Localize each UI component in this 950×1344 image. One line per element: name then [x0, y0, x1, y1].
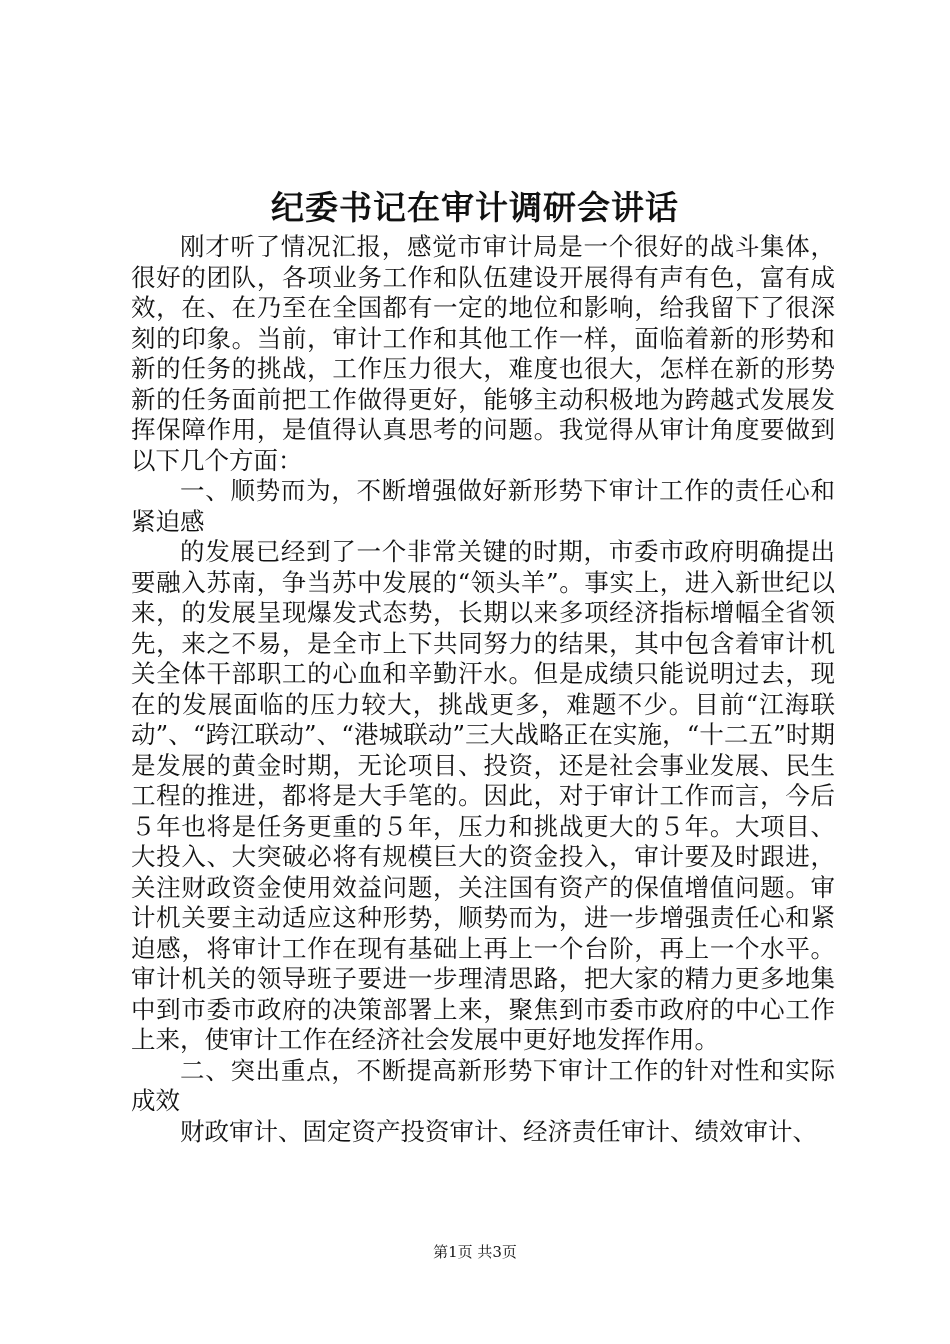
heading-section-1: 一、顺势而为，不断增强做好新形势下审计工作的责任心和紧迫感	[131, 476, 835, 536]
document-body	[131, 232, 835, 1147]
page-number-footer: 第1页 共3页	[433, 1243, 517, 1261]
paragraph-section-2: 财政审计、固定资产投资审计、经济责任审计、绩效审计、	[180, 1116, 817, 1146]
paragraph-intro: 刚才听了情况汇报，感觉市审计局是一个很好的战斗集体，很好的团队，各项业务工作和队伍建设开展得有声有色，富有成效，在、在乃至在全国都有一定的地位和影响，给我留下了很深刻的印象。当前，审计工作和其他工作一样，面临着新的形势和新的任务的挑战，工作压力很大，难度也很大，怎样在新的形势新的任务面前把工作做得更好，能够主动积极地为跨越式发展发挥保障作用，是值得认真思考的问题。我觉得从审计角度要做到以下几个方面：	[131, 232, 835, 475]
paragraph-section-1: 的发展已经到了一个非常关键的时期，市委市政府明确提出要融入苏南，争当苏中发展的“领头羊”。事实上，进入新世纪以来，的发展呈现爆发式态势，长期以来多项经济指标增幅全省领先，来之不易，是全市上下共同努力的结果，其中包含着审计机关全体干部职工的心血和辛勤汗水。但是成绩只能说明过去，现在的发展面临的压力较大，挑战更多，难题不少。目前“江海联动”、“跨江联动”、“港城联动”三大战略正在实施，“十二五”时期是发展的黄金时期，无论项目、投资，还是社会事业发展、民生工程的推进，都将是大手笔的。因此，对于审计工作而言，今后５年也将是任务更重的５年，压力和挑战更大的５年。大项目、大投入、大突破必将有规模巨大的资金投入，审计要及时跟进，关注财政资金使用效益问题，关注国有资产的保值增值问题。审计机关要主动适应这种形势，顺势而为，进一步增强责任心和紧迫感，将审计工作在现有基础上再上一个台阶，再上一个水平。审计机关的领导班子要进一步理清思路，把大家的精力更多地集中到市委市政府的决策部署上来，聚焦到市委市政府的中心工作上来，使审计工作在经济社会发展中更好地发挥作用。	[131, 537, 835, 1054]
document-title: 纪委书记在审计调研会讲话	[271, 188, 679, 227]
heading-section-2: 二、突出重点，不断提高新形势下审计工作的针对性和实际成效	[131, 1055, 835, 1115]
